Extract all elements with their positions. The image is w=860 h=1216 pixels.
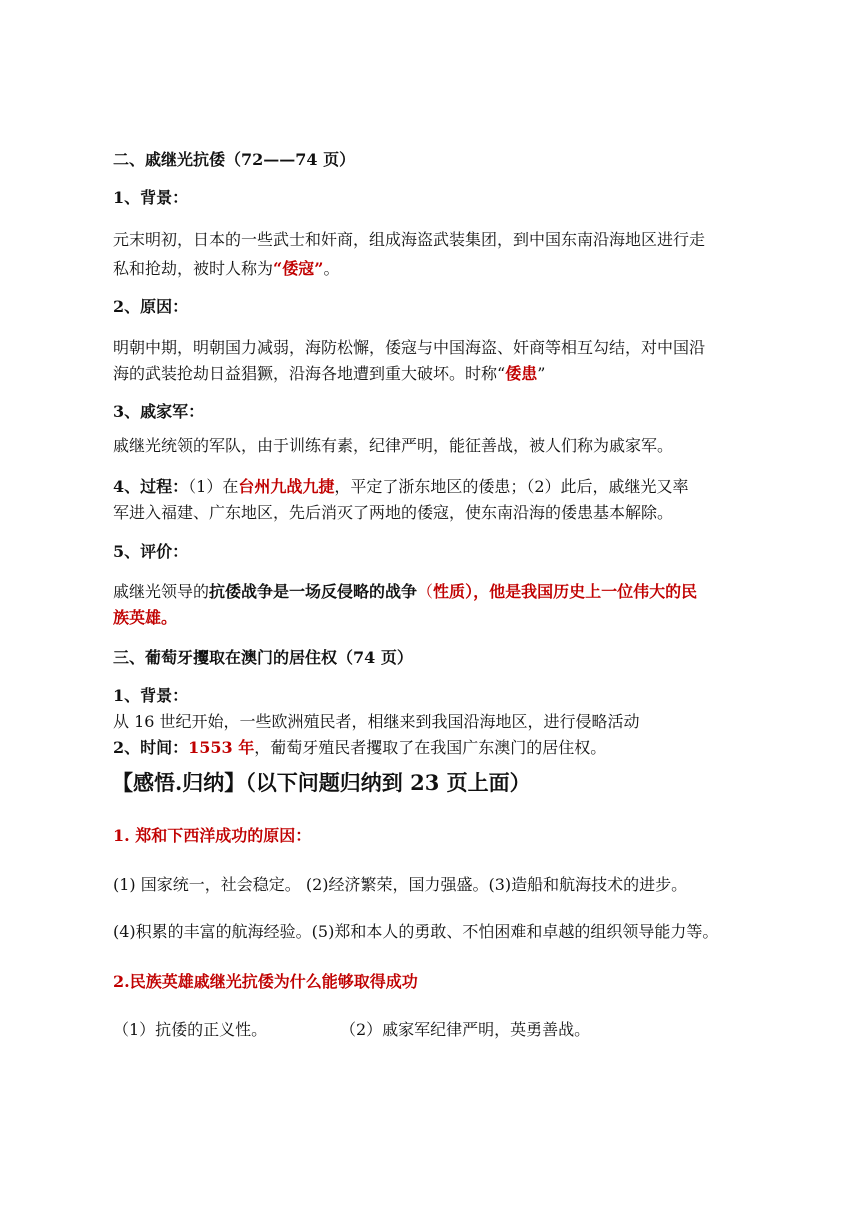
- macau-background-label: 1、背景：: [113, 686, 189, 705]
- quote-open: “: [497, 364, 506, 383]
- cause-text-line-2: [113, 364, 545, 384]
- evaluation-line-2: 族英雄。: [113, 608, 178, 627]
- year-1553: 1553 年: [188, 738, 255, 757]
- background-label: 1、背景：: [113, 188, 189, 207]
- answer-2-item-1: （1）抗倭的正义性。: [113, 1020, 268, 1039]
- answer-1-line-1: (1) 国家统一，社会稳定。 (2)经济繁荣，国力强盛。(3)造船和航海技术的进步。: [113, 875, 688, 894]
- term-nature: 性质: [433, 582, 466, 601]
- answer-1-line-2: (4)积累的丰富的航海经验。(5)郑和本人的勇敢、不怕困难和卓越的组织领导能力等。: [113, 922, 719, 941]
- answer-2-item-2: （2）戚家军纪律严明，英勇善战。: [340, 1020, 591, 1039]
- term-wohuan: 倭患: [505, 364, 538, 383]
- section-3-heading: 三、葡萄牙攫取在澳门的居住权（74 页）: [113, 648, 413, 667]
- cause-label: 2、原因：: [113, 297, 189, 316]
- evaluation-text: 戚继光领导的: [113, 582, 210, 601]
- cause-text-line-1: 明朝中期，明朝国力减弱，海防松懈，倭寇与中国海盗、奸商等相互勾结，对中国沿: [113, 338, 706, 357]
- cause-text: 海的武装抢劫日益猖獗，沿海各地遭到重大破坏。时称: [113, 364, 498, 383]
- quote-close: ”: [537, 364, 546, 383]
- army-text: 戚继光统领的军队，由于训练有素，纪律严明，能征善战，被人们称为戚家军。: [113, 436, 674, 455]
- term-taizhou: 台州九战九捷: [238, 477, 335, 496]
- question-2: 2.民族英雄戚继光抗倭为什么能够取得成功: [113, 972, 418, 991]
- background-text-line-2: [113, 259, 339, 279]
- period: 。: [323, 259, 340, 278]
- question-1: 1. 郑和下西洋成功的原因：: [113, 826, 312, 845]
- summary-title: 【感悟.归纳】（以下问题归纳到 23 页上面）: [112, 770, 531, 795]
- process-label: 4、过程：: [113, 477, 189, 496]
- evaluation-bold: 抗倭战争是一场反侵略的战争: [209, 582, 418, 601]
- section-2-heading: 二、戚继光抗倭（72——74 页）: [113, 150, 356, 169]
- background-text-line-1: 元末明初，日本的一些武士和奸商，组成海盗武装集团，到中国东南沿海地区进行走: [113, 230, 706, 249]
- macau-time-line: [113, 738, 606, 758]
- army-label: 3、戚家军：: [113, 402, 205, 421]
- process-text: （1）在: [188, 477, 239, 496]
- evaluation-red: ），他是我国历史上一位伟大的民: [465, 582, 698, 601]
- background-text: 私和抢劫，被时人称为: [113, 259, 274, 278]
- process-line-1: [113, 477, 689, 497]
- macau-background-text: 从 16 世纪开始，一些欧洲殖民者，相继来到我国沿海地区，进行侵略活动: [113, 712, 640, 731]
- process-text-rest: ，平定了浙东地区的倭患；（2）此后，戚继光又率: [334, 477, 689, 496]
- paren-open: （: [417, 582, 434, 601]
- evaluation-label: 5、评价：: [113, 542, 189, 561]
- macau-time-text: ，葡萄牙殖民者攫取了在我国广东澳门的居住权。: [254, 738, 607, 757]
- macau-time-label: 2、时间：: [113, 738, 189, 757]
- term-wokou: “倭寇”: [273, 259, 324, 278]
- evaluation-line-1: [113, 582, 697, 602]
- process-line-2: 军进入福建、广东地区，先后消灭了两地的倭寇，使东南沿海的倭患基本解除。: [113, 503, 674, 522]
